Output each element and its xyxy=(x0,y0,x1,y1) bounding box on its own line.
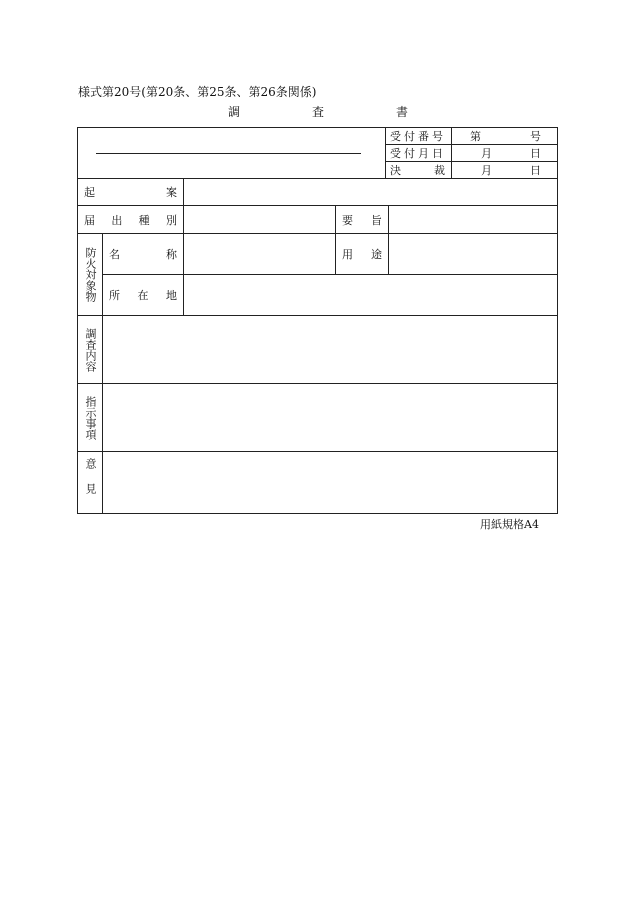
opinion-label-cell xyxy=(78,452,103,514)
object-name-label-1: 名 xyxy=(109,248,120,261)
receipt-date-day: 日 xyxy=(530,147,541,160)
paper-size-note: 用紙規格A4 xyxy=(480,518,539,531)
object-name-label-cell xyxy=(103,234,184,275)
blank-underline xyxy=(96,153,361,154)
receipt-number-suffix: 号 xyxy=(530,130,541,143)
form-number-label: 様式第20号(第20条、第25条、第26条関係) xyxy=(78,85,317,99)
object-name-label-2: 称 xyxy=(166,248,177,261)
use-label-cell xyxy=(336,234,389,275)
title-char-2: 査 xyxy=(312,105,325,119)
proposal-field[interactable] xyxy=(184,179,558,206)
notification-type-label-cell xyxy=(78,206,184,234)
use-label-1: 用 xyxy=(342,248,353,261)
use-field[interactable] xyxy=(389,234,558,275)
receipt-number-label-cell xyxy=(386,128,452,145)
title-char-1: 調 xyxy=(228,105,241,119)
receipt-date-label-cell xyxy=(386,145,452,162)
notification-type-char-3: 種 xyxy=(138,213,150,227)
investigation-field[interactable] xyxy=(103,316,558,384)
summary-label-cell xyxy=(336,206,389,234)
location-label-2: 在 xyxy=(137,289,149,302)
investigation-label: 調査内容 xyxy=(84,327,97,372)
use-label-2: 途 xyxy=(371,248,382,261)
approval-label-cell xyxy=(386,162,452,179)
location-field[interactable] xyxy=(184,275,558,316)
instructions-label: 指示事項 xyxy=(84,395,97,440)
object-name-field[interactable] xyxy=(184,234,336,275)
location-label-cell xyxy=(103,275,184,316)
notification-type-char-4: 別 xyxy=(165,213,177,227)
instructions-label-cell xyxy=(78,384,103,452)
receipt-date-month: 月 xyxy=(481,147,492,160)
receipt-number-prefix: 第 xyxy=(470,130,481,143)
notification-type-field[interactable] xyxy=(184,206,336,234)
receipt-date-label: 受付月日 xyxy=(390,147,446,160)
document-title xyxy=(228,103,408,119)
investigation-label-cell xyxy=(78,316,103,384)
notification-type-char-2: 出 xyxy=(111,213,123,227)
notification-type-char-1: 届 xyxy=(84,213,95,227)
proposal-label-1: 起 xyxy=(84,186,95,199)
approval-month: 月 xyxy=(481,164,492,177)
opinion-label: 意見 xyxy=(84,457,97,508)
summary-label-2: 旨 xyxy=(371,213,382,227)
approval-date-field[interactable] xyxy=(452,162,558,179)
location-label-3: 地 xyxy=(166,289,177,302)
receipt-date-field[interactable] xyxy=(452,145,558,162)
approval-label-2: 裁 xyxy=(434,164,445,177)
blank-header-field[interactable] xyxy=(78,128,386,179)
receipt-number-field[interactable] xyxy=(452,128,558,145)
investigation-form-table xyxy=(77,127,558,514)
fire-object-group-label-cell xyxy=(78,234,103,316)
proposal-label-cell xyxy=(78,179,184,206)
instructions-field[interactable] xyxy=(103,384,558,452)
title-char-3: 書 xyxy=(396,105,409,119)
location-label-1: 所 xyxy=(109,289,120,302)
approval-day: 日 xyxy=(530,164,541,177)
summary-label-1: 要 xyxy=(342,213,353,227)
proposal-label-2: 案 xyxy=(166,186,177,199)
fire-object-group-label: 防火対象物 xyxy=(84,247,97,302)
opinion-field[interactable] xyxy=(103,452,558,514)
approval-label-1: 決 xyxy=(390,164,401,177)
summary-field[interactable] xyxy=(389,206,558,234)
receipt-number-label: 受付番号 xyxy=(390,130,446,143)
